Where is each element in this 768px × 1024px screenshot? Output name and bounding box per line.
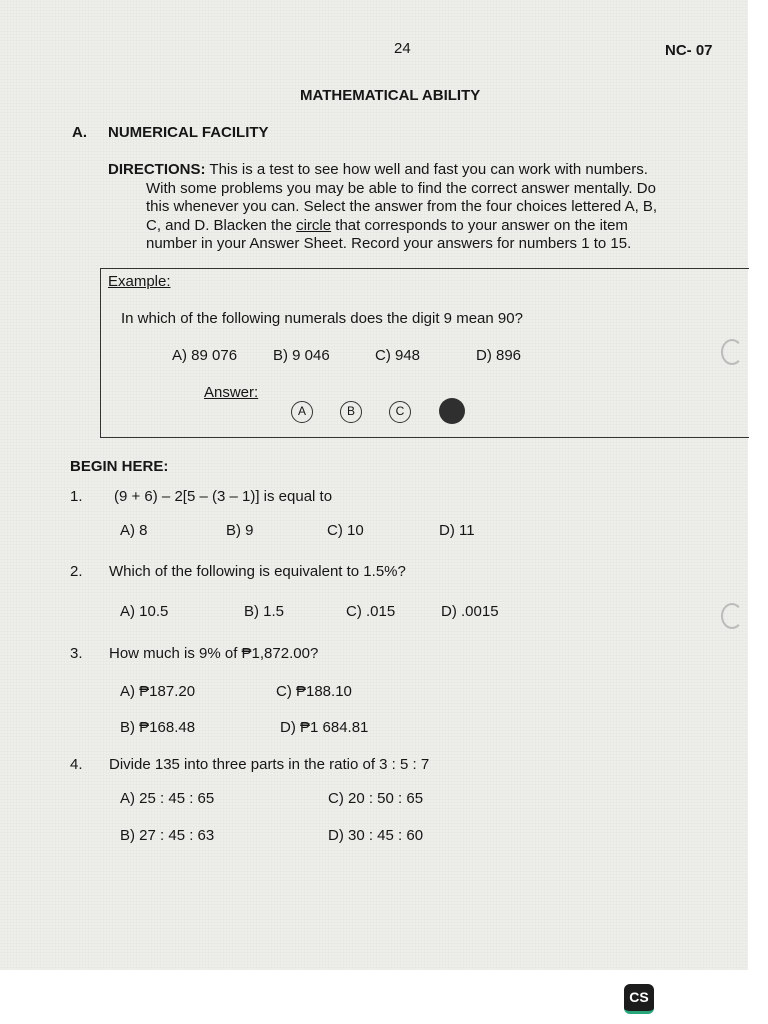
question-2-option-b: B) 1.5 <box>244 603 285 620</box>
answer-bubble-a: A <box>291 401 313 423</box>
question-3-text: How much is 9% of ₱1,872.00? <box>109 645 319 662</box>
example-option-b: B) 9 046 <box>273 347 330 364</box>
question-4-text: Divide 135 into three parts in the ratio of 3 : 5 : 7 <box>109 756 430 773</box>
example-option-a: A) 89 076 <box>172 347 238 364</box>
begin-label: BEGIN HERE: <box>70 458 169 475</box>
question-1-number: 1. <box>70 488 83 505</box>
example-option-d: D) 896 <box>476 347 522 364</box>
question-3-number: 3. <box>70 645 83 662</box>
question-3-option-d: D) ₱1 684.81 <box>280 719 369 736</box>
section-letter: A. <box>72 124 87 141</box>
camscanner-logo: CS <box>624 984 654 1014</box>
answer-bubble-c: C <box>389 401 411 423</box>
question-4-option-a: A) 25 : 45 : 65 <box>120 790 215 807</box>
example-label: Example: <box>108 273 171 290</box>
binder-hole-mark <box>721 603 743 629</box>
directions-text-4a: C, and D. Blacken the <box>146 216 297 234</box>
question-1-option-b: B) 9 <box>226 522 254 539</box>
directions-circle-word: circle <box>296 216 332 234</box>
directions-text-2: With some problems you may be able to find the correct answer mentally. Do <box>146 179 656 197</box>
page-number: 24 <box>394 40 411 57</box>
directions-paragraph <box>108 161 744 254</box>
binder-hole-mark <box>721 339 743 365</box>
directions-label: DIRECTIONS: <box>108 161 206 178</box>
question-2-text: Which of the following is equivalent to 1.5%? <box>109 563 406 580</box>
answer-label: Answer: <box>204 384 259 401</box>
question-1-option-d: D) 11 <box>439 522 475 539</box>
question-2-option-a: A) 10.5 <box>120 603 169 620</box>
question-3-option-b: B) ₱168.48 <box>120 719 196 736</box>
question-3-option-a: A) ₱187.20 <box>120 683 196 700</box>
question-4-option-d: D) 30 : 45 : 60 <box>328 827 424 844</box>
page-title: MATHEMATICAL ABILITY <box>300 87 481 104</box>
answer-bubble-d-filled <box>439 398 465 424</box>
example-option-c: C) 948 <box>375 347 421 364</box>
question-4-option-c: C) 20 : 50 : 65 <box>328 790 424 807</box>
example-question: In which of the following numerals does the digit 9 mean 90? <box>121 310 523 327</box>
question-2-number: 2. <box>70 563 83 580</box>
document-code: NC- 07 <box>665 42 713 59</box>
section-title: NUMERICAL FACILITY <box>108 124 269 141</box>
question-1-text: (9 + 6) – 2[5 – (3 – 1)] is equal to <box>114 488 333 505</box>
directions-text-5: number in your Answer Sheet. Record your answers for numbers 1 to 15. <box>146 235 632 252</box>
directions-text-4b: that corresponds to your answer on the item <box>331 216 628 234</box>
question-1-option-c: C) 10 <box>327 522 364 539</box>
question-2-option-c: C) .015 <box>346 603 396 620</box>
question-4-option-b: B) 27 : 45 : 63 <box>120 827 215 844</box>
question-2-option-d: D) .0015 <box>441 603 499 620</box>
question-4-number: 4. <box>70 756 83 773</box>
question-3-option-c: C) ₱188.10 <box>276 683 352 700</box>
directions-text-1: This is a test to see how well and fast you can work with numbers. <box>209 161 648 178</box>
question-1-option-a: A) 8 <box>120 522 148 539</box>
directions-text-3: this whenever you can. Select the answer from the four choices lettered A, B, <box>146 198 658 215</box>
answer-bubble-b: B <box>340 401 362 423</box>
